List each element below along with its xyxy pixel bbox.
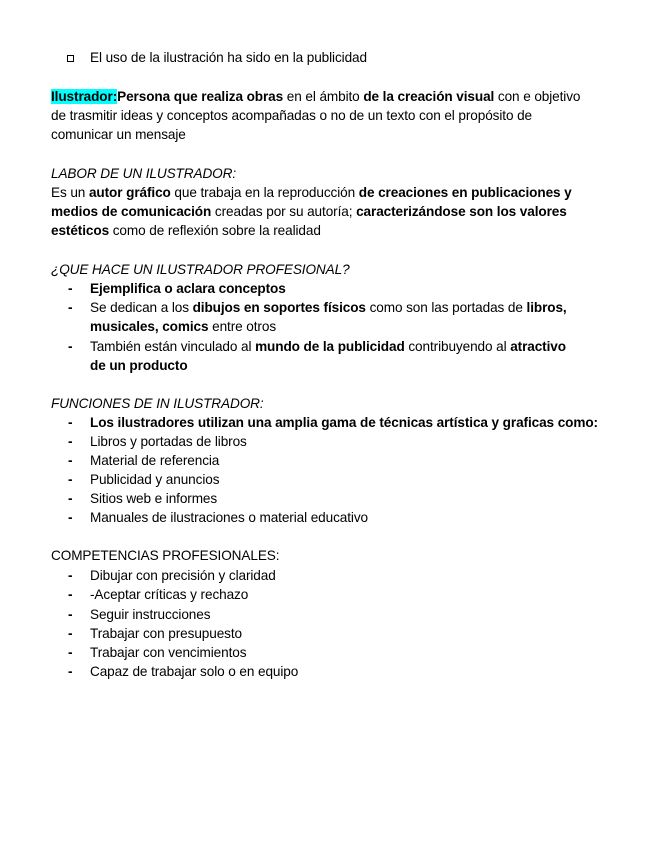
dash-bullet: - (68, 453, 73, 468)
competencias-item: Trabajar con vencimientos (90, 645, 247, 660)
highlighted-term: Ilustrador: (51, 89, 118, 104)
competencias-item: -Aceptar críticas y rechazo (90, 587, 249, 602)
competencias-item: Capaz de trabajar solo o en equipo (90, 664, 299, 679)
dash-bullet: - (68, 510, 73, 525)
dash-bullet: - (68, 645, 73, 660)
labor-heading: LABOR DE UN ILUSTRADOR: (51, 166, 237, 181)
funciones-item: Sitios web e informes (90, 491, 218, 506)
competencias-item: Seguir instrucciones (90, 607, 211, 622)
square-bullet-icon (67, 55, 74, 62)
definition-line-3: comunicar un mensaje (51, 127, 186, 142)
que-hace-item-3: También están vinculado al mundo de la publicidad contribuyendo al atractivo (90, 339, 566, 354)
dash-bullet: - (68, 415, 73, 430)
competencias-heading: COMPETENCIAS PROFESIONALES: (51, 548, 280, 563)
dash-bullet: - (68, 339, 73, 354)
dash-bullet: - (68, 300, 73, 315)
definition-line-2: de trasmitir ideas y conceptos acompañadas o no de un texto con el propósito de (51, 108, 533, 123)
competencias-item: Trabajar con presupuesto (90, 626, 243, 641)
funciones-heading: FUNCIONES DE IN ILUSTRADOR: (51, 396, 264, 411)
dash-bullet: - (68, 607, 73, 622)
dash-bullet: - (68, 281, 73, 296)
dash-bullet: - (68, 434, 73, 449)
dash-bullet: - (68, 587, 73, 602)
que-hace-item-1: Ejemplifica o aclara conceptos (90, 281, 286, 296)
dash-bullet: - (68, 491, 73, 506)
dash-bullet: - (68, 568, 73, 583)
dash-bullet: - (68, 626, 73, 641)
que-hace-item-2-cont: musicales, comics entre otros (90, 319, 277, 334)
funciones-item: Publicidad y anuncios (90, 472, 220, 487)
labor-line-3: estéticos como de reflexión sobre la realidad (51, 223, 321, 238)
funciones-item: Los ilustradores utilizan una amplia gama de técnicas artística y graficas como: (90, 415, 598, 430)
competencias-item: Dibujar con precisión y claridad (90, 568, 276, 583)
funciones-item: Material de referencia (90, 453, 220, 468)
labor-line-2: medios de comunicación creadas por su autoría; caracterizándose son los valores (51, 204, 567, 219)
funciones-item: Libros y portadas de libros (90, 434, 247, 449)
labor-line-1: Es un autor gráfico que trabaja en la reproducción de creaciones en publicaciones y (51, 185, 572, 200)
que-hace-item-2: Se dedican a los dibujos en soportes físicos como son las portadas de libros, (90, 300, 567, 315)
dash-bullet: - (68, 472, 73, 487)
que-hace-item-3-cont: de un producto (90, 358, 188, 373)
dash-bullet: - (68, 664, 73, 679)
funciones-item: Manuales de ilustraciones o material educativo (90, 510, 369, 525)
que-hace-heading: ¿QUE HACE UN ILUSTRADOR PROFESIONAL? (51, 262, 350, 277)
intro-bullet-text: El uso de la ilustración ha sido en la publicidad (90, 50, 367, 65)
definition-line-1: Ilustrador:Persona que realiza obras en el ámbito de la creación visual con e objetivo (51, 89, 581, 104)
